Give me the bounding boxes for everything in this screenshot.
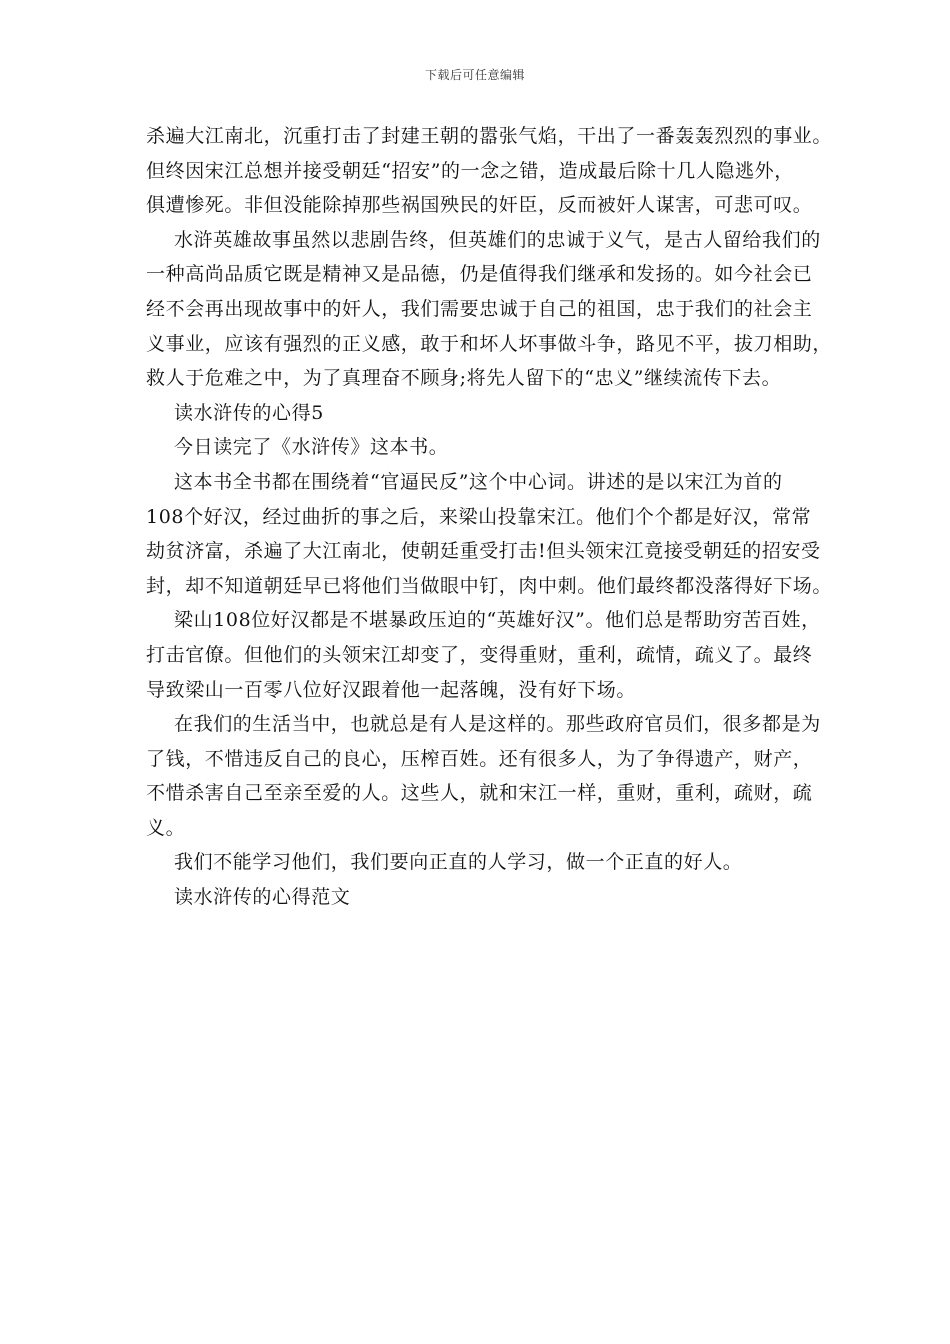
text-line: 义事业，应该有强烈的正义感，敢于和坏人坏事做斗争，路见不平，拔刀相助， (146, 332, 833, 355)
text-line: 救人于危难之中，为了真理奋不顾身;将先人留下的“忠义”继续流传下去。 (146, 367, 782, 390)
text-line: 读水浒传的心得范文 (174, 886, 351, 909)
page-header: 下载后可任意编辑 (424, 68, 525, 82)
text-line: 劫贫济富，杀遍了大江南北，使朝廷重受打击!但头领宋江竟接受朝廷的招安受 (146, 540, 821, 563)
text-line: 这本书全书都在围绕着“官逼民反”这个中心词。讲述的是以宋江为首的 (174, 470, 783, 493)
text-line: 导致梁山一百零八位好汉跟着他一起落魄，没有好下场。 (146, 678, 637, 701)
text-line: 杀遍大江南北，沉重打击了封建王朝的嚣张气焰，干出了一番轰轰烈烈的事业。 (146, 125, 833, 147)
text-line: 一种高尚品质它既是精神又是品德，仍是值得我们继承和发扬的。如今社会已 (146, 263, 813, 286)
text-line: 经不会再出现故事中的奸人，我们需要忠诚于自己的祖国，忠于我们的社会主 (146, 297, 813, 320)
text-line: 义。 (146, 816, 186, 839)
text-line: 俱遭惨死。非但没能除掉那些祸国殃民的奸臣，反而被奸人谋害，可悲可叹。 (146, 194, 813, 217)
text-line: 水浒英雄故事虽然以悲剧告终，但英雄们的忠诚于义气，是古人留给我们的 (174, 228, 821, 251)
text-line: 读水浒传的心得5 (174, 401, 324, 424)
text-line: 封，却不知道朝廷早已将他们当做眼中钉，肉中刺。他们最终都没落得好下场。 (146, 574, 833, 597)
text-line: 今日读完了《水浒传》这本书。 (174, 436, 449, 459)
document-body (146, 119, 833, 915)
text-line: 在我们的生活当中，也就总是有人是这样的。那些政府官员们，很多都是为 (174, 713, 821, 736)
text-line: 了钱，不惜违反自己的良心，压榨百姓。还有很多人，为了争得遗产，财产， (146, 747, 813, 770)
text-line: 但终因宋江总想并接受朝廷“招安”的一念之错，造成最后除十几人隐逃外， (146, 159, 794, 182)
text-line: 梁山108位好汉都是不堪暴政压迫的“英雄好汉”。他们总是帮助穷苦百姓， (174, 609, 821, 632)
text-line: 不惜杀害自己至亲至爱的人。这些人，就和宋江一样，重财，重利，疏财，疏 (146, 782, 813, 805)
text-line: 108个好汉，经过曲折的事之后，来梁山投靠宋江。他们个个都是好汉，常常 (146, 505, 812, 528)
text-line: 我们不能学习他们，我们要向正直的人学习，做一个正直的好人。 (174, 851, 743, 874)
text-line: 打击官僚。但他们的头领宋江却变了，变得重财，重利，疏情，疏义了。最终 (146, 643, 813, 666)
